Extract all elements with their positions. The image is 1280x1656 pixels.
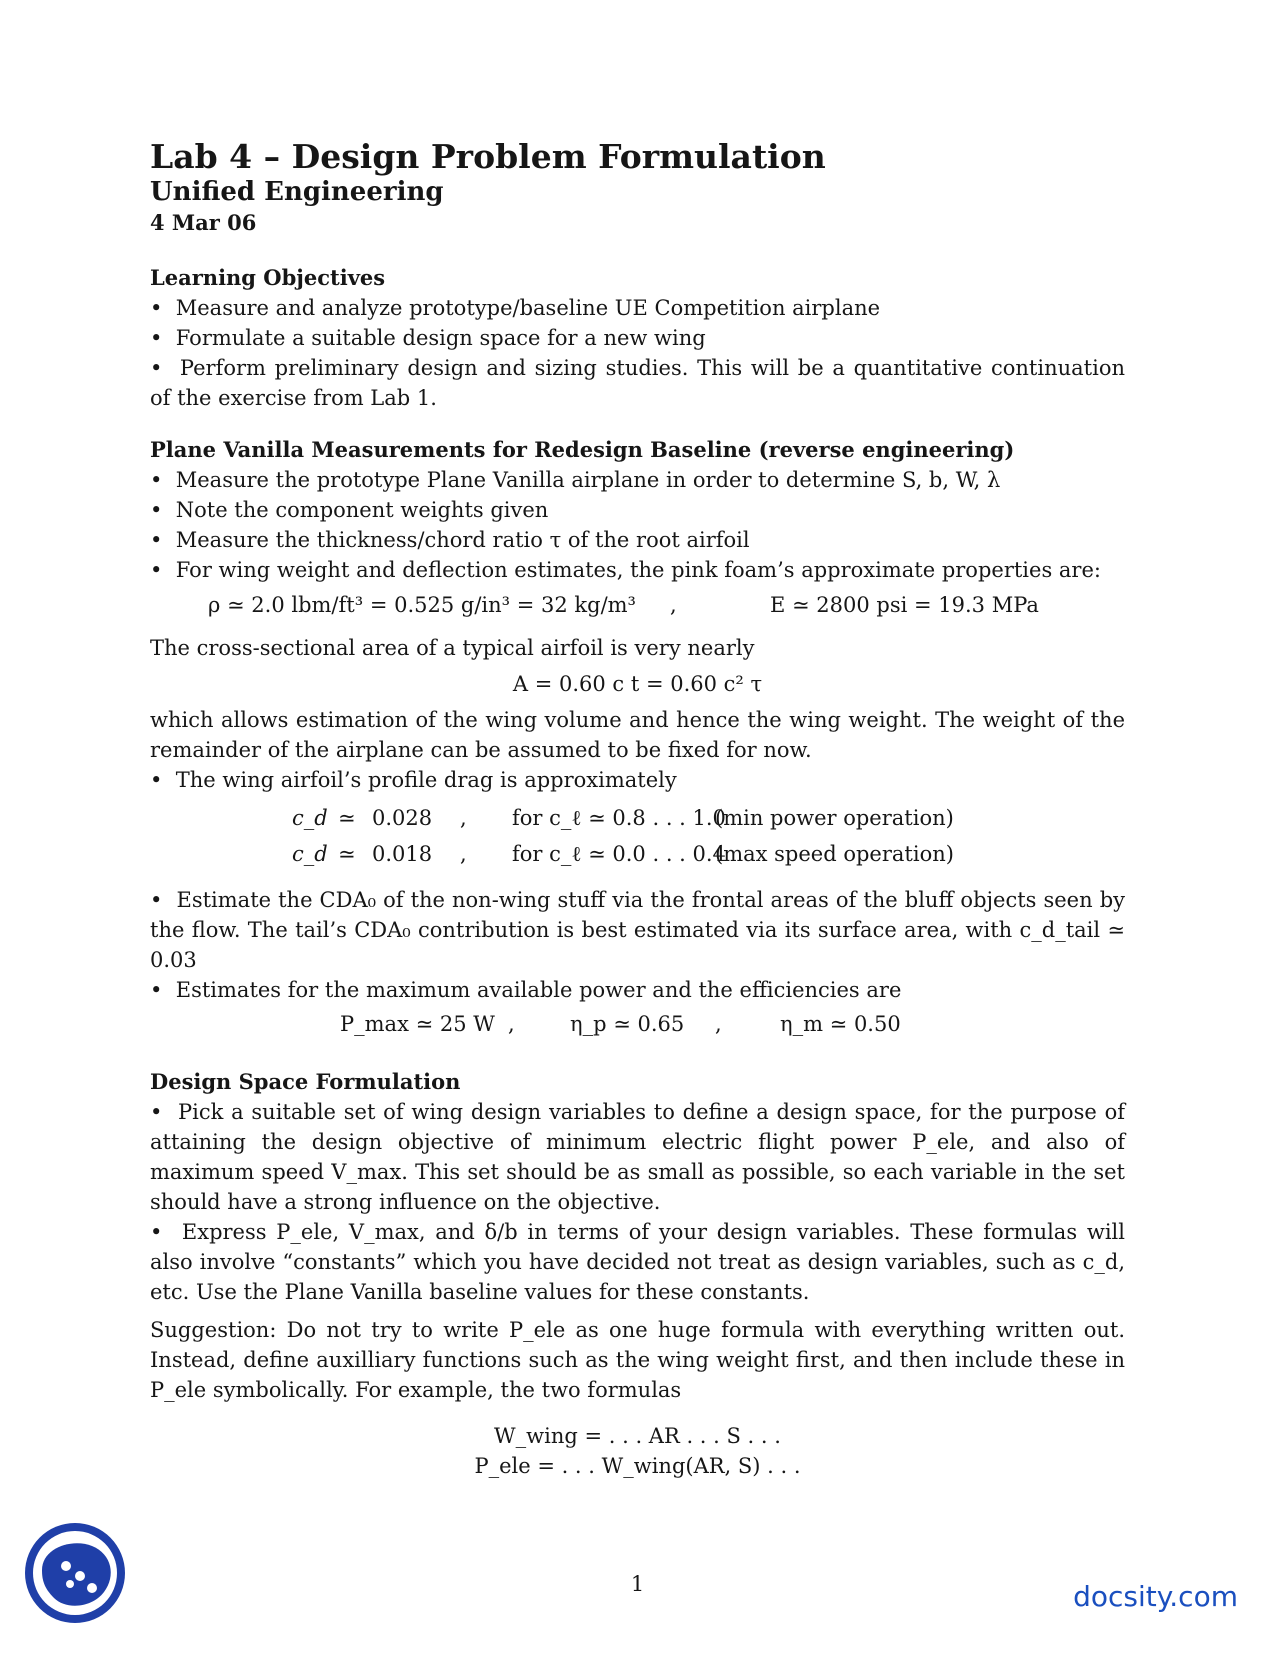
page-number: 1 (630, 1572, 645, 1596)
section-heading-plane-vanilla: Plane Vanilla Measurements for Redesign Baseline (reverse engineering) (150, 437, 1015, 462)
equation-drag-row (150, 839, 1125, 875)
section-heading-design-space: Design Space Formulation (150, 1069, 461, 1094)
equation-separator: , (715, 1012, 722, 1036)
list-item: • Measure and analyze prototype/baseline UE Competition airplane (150, 293, 1125, 323)
equation-etam: η_m ≃ 0.50 (780, 1012, 901, 1036)
page-date: 4 Mar 06 (150, 210, 257, 235)
watermark-link[interactable]: docsity.com (1073, 1580, 1238, 1613)
list-item: • Perform preliminary design and sizing studies. This will be a quantitative continuation of the exercise from Lab 1. (150, 353, 1125, 413)
equation-etap: η_p ≃ 0.65 (570, 1012, 685, 1036)
equation-drag-row (150, 803, 1125, 839)
equation-separator: , (508, 1012, 515, 1036)
list-item: • Formulate a suitable design space for a new wing (150, 323, 1125, 353)
paragraph-area: The cross-sectional area of a typical airfoil is very nearly (150, 636, 755, 660)
drag-condition: for c_ℓ ≃ 0.8 . . . 1.0 (512, 806, 726, 830)
drag-note: (min power operation) (715, 806, 954, 830)
section-heading-learning-objectives: Learning Objectives (150, 265, 386, 290)
equation-density: ρ ≃ 2.0 lbm/ft³ = 0.525 g/in³ = 32 kg/m³ (208, 593, 636, 617)
drag-note: (max speed operation) (715, 842, 954, 866)
list-item: • Measure the prototype Plane Vanilla airplane in order to determine S, b, W, λ (150, 465, 1125, 495)
drag-value: 0.018 (372, 842, 433, 866)
equation-separator: , (460, 806, 467, 830)
equation-wing-weight: W_wing = . . . AR . . . S . . . (494, 1424, 781, 1448)
list-item: • Estimates for the maximum available power and the efficiencies are (150, 975, 1125, 1005)
page-subtitle: Unified Engineering (150, 177, 444, 207)
paragraph-area-continued: which allows estimation of the wing volume and hence the wing weight. The weight of the remainder of the airplane can be assumed to be fixed for now. (150, 708, 1125, 762)
equation-power (150, 1005, 1125, 1045)
paragraph-suggestion: Suggestion: Do not try to write P_ele as one huge formula with everything written out. Instead, define auxilliary functions such as the wing weight first, and then include these in P_ele symbolically. For example, the two formulas (150, 1318, 1125, 1402)
list-item: • For wing weight and deflection estimates, the pink foam’s approximate properties are: (150, 555, 1125, 585)
equation-separator: , (460, 842, 467, 866)
list-item: • Express P_ele, V_max, and δ/b in terms of your design variables. These formulas will also involve “constants” which you have decided not treat as design variables, such as c_d, etc. Use the Plane Vanilla baseline values for these constants. (150, 1217, 1125, 1307)
list-item: • Note the component weights given (150, 495, 1125, 525)
list-item: • Estimate the CDA₀ of the non-wing stuff via the frontal areas of the bluff objects seen by the flow. The tail’s CDA₀ contribution is best estimated via its surface area, with c_d_tail ≃ 0.03 (150, 885, 1125, 975)
drag-value: 0.028 (372, 806, 433, 830)
equation-electric-power: P_ele = . . . W_wing(AR, S) . . . (474, 1454, 801, 1478)
equation-modulus: E ≃ 2800 psi = 19.3 MPa (770, 593, 1039, 617)
list-item: • The wing airfoil’s profile drag is approximately (150, 765, 1125, 795)
equation-separator: , (670, 593, 677, 617)
equation-drag-table (150, 803, 1125, 875)
list-item: • Pick a suitable set of wing design variables to define a design space, for the purpose of attaining the design objective of minimum electric flight power P_ele, and also of maximum speed V_max. This set should be as small as possible, so each variable in the set should have a strong influence on the objective. (150, 1097, 1125, 1217)
drag-rel: ≃ (338, 842, 356, 866)
equation-area: A = 0.60 c t = 0.60 c² τ (512, 672, 763, 696)
list-item: • Measure the thickness/chord ratio τ of the root airfoil (150, 525, 1125, 555)
drag-rel: ≃ (338, 806, 356, 830)
drag-lhs: c_d (292, 806, 328, 830)
equation-pmax: P_max ≃ 25 W (340, 1012, 495, 1036)
page-title: Lab 4 – Design Problem Formulation (150, 137, 826, 176)
drag-condition: for c_ℓ ≃ 0.0 . . . 0.4 (512, 842, 726, 866)
drag-lhs: c_d (292, 842, 328, 866)
docsity-logo-icon (20, 1518, 130, 1628)
equation-foam-properties (150, 585, 1125, 625)
document-page (150, 138, 1125, 1481)
